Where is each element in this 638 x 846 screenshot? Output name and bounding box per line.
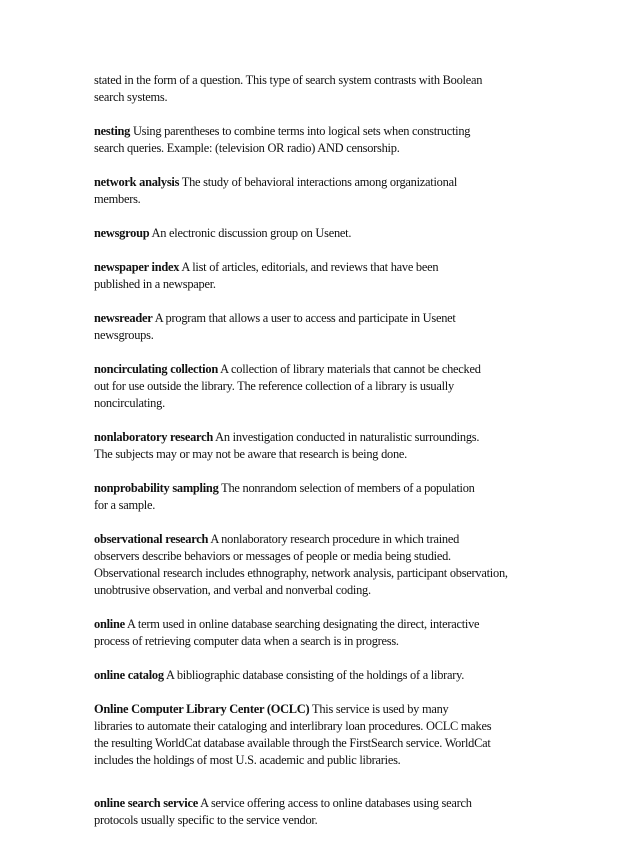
glossary-entry-newsreader <box>94 310 554 344</box>
definition-text: A program that allows a user to access and participate in Usenet <box>152 311 456 325</box>
glossary-entry-online <box>94 616 554 650</box>
entry-line <box>94 259 554 276</box>
entry-line: noncirculating. <box>94 396 165 410</box>
glossary-term: Online Computer Library Center (OCLC) <box>94 702 310 716</box>
entry-line: stated in the form of a question. This type of search system contrasts with Boolean <box>94 73 483 87</box>
definition-text: A bibliographic database consisting of the holdings of a library. <box>163 668 465 682</box>
definition-text: The nonrandom selection of members of a population <box>218 481 475 495</box>
definition-text: An investigation conducted in naturalistic surroundings. <box>212 430 480 444</box>
glossary-term: online search service <box>94 796 198 810</box>
glossary-term: newspaper index <box>94 260 180 274</box>
glossary-entry-newspaper-index <box>94 259 554 293</box>
entry-line: the resulting WorldCat database available through the FirstSearch service. WorldCat <box>94 736 491 750</box>
definition-text: An electronic discussion group on Usenet. <box>149 226 352 240</box>
glossary-term: nesting <box>94 124 131 138</box>
entry-line <box>94 429 554 446</box>
entry-line: process of retrieving computer data when a search is in progress. <box>94 634 399 648</box>
entry-line: members. <box>94 192 141 206</box>
glossary-entry-oclc <box>94 701 554 769</box>
entry-line: search queries. Example: (television OR radio) AND censorship. <box>94 141 400 155</box>
entry-line: newsgroups. <box>94 328 154 342</box>
entry-line: includes the holdings of most U.S. academic and public libraries. <box>94 753 401 767</box>
glossary-entry-noncirculating-collection <box>94 361 554 412</box>
glossary-entry-online-search-service <box>94 795 554 829</box>
entry-line: search systems. <box>94 90 168 104</box>
glossary-entry-observational-research <box>94 531 554 599</box>
entry-line <box>94 531 554 548</box>
glossary-term: newsgroup <box>94 226 150 240</box>
entry-line: observers describe behaviors or messages of people or media being studied. <box>94 549 451 563</box>
definition-text: A term used in online database searching designating the direct, interactive <box>124 617 480 631</box>
definition-text: The study of behavioral interactions among organizational <box>179 175 458 189</box>
entry-line: libraries to automate their cataloging and interlibrary loan procedures. OCLC makes <box>94 719 492 733</box>
glossary-term: noncirculating collection <box>94 362 218 376</box>
definition-text: A nonlaboratory research procedure in which trained <box>208 532 460 546</box>
entry-line: out for use outside the library. The reference collection of a library is usually <box>94 379 454 393</box>
entry-line: Observational research includes ethnography, network analysis, participant observation, <box>94 566 508 580</box>
entry-line <box>94 310 554 327</box>
definition-text: A list of articles, editorials, and reviews that have been <box>179 260 439 274</box>
entry-line <box>94 616 554 633</box>
entry-line <box>94 795 554 812</box>
entry-line <box>94 123 554 140</box>
glossary-entry-continuation <box>94 72 554 106</box>
definition-text: A service offering access to online databases using search <box>197 796 472 810</box>
glossary-term: nonlaboratory research <box>94 430 213 444</box>
glossary-text <box>94 72 554 846</box>
glossary-entry-nesting <box>94 123 554 157</box>
entry-line: The subjects may or may not be aware that research is being done. <box>94 447 408 461</box>
definition-text: This service is used by many <box>309 702 449 716</box>
entry-line: unobtrusive observation, and verbal and nonverbal coding. <box>94 583 371 597</box>
glossary-entry-network-analysis <box>94 174 554 208</box>
definition-text: A collection of library materials that cannot be checked <box>217 362 481 376</box>
entry-line <box>94 480 554 497</box>
entry-line <box>94 174 554 191</box>
entry-line: protocols usually specific to the service vendor. <box>94 813 318 827</box>
entry-line <box>94 701 554 718</box>
entry-line: published in a newspaper. <box>94 277 216 291</box>
glossary-term: online <box>94 617 125 631</box>
definition-text: Using parentheses to combine terms into logical sets when constructing <box>130 124 471 138</box>
glossary-entry-online-catalog <box>94 667 554 684</box>
entry-line <box>94 225 554 242</box>
entry-line <box>94 361 554 378</box>
glossary-entry-newsgroup <box>94 225 554 242</box>
glossary-entry-nonprobability-sampling <box>94 480 554 514</box>
glossary-term: newsreader <box>94 311 153 325</box>
entry-line <box>94 667 554 684</box>
glossary-term: observational research <box>94 532 209 546</box>
glossary-entry-nonlaboratory-research <box>94 429 554 463</box>
glossary-term: network analysis <box>94 175 180 189</box>
glossary-term: nonprobability sampling <box>94 481 219 495</box>
glossary-term: online catalog <box>94 668 164 682</box>
entry-line: for a sample. <box>94 498 156 512</box>
